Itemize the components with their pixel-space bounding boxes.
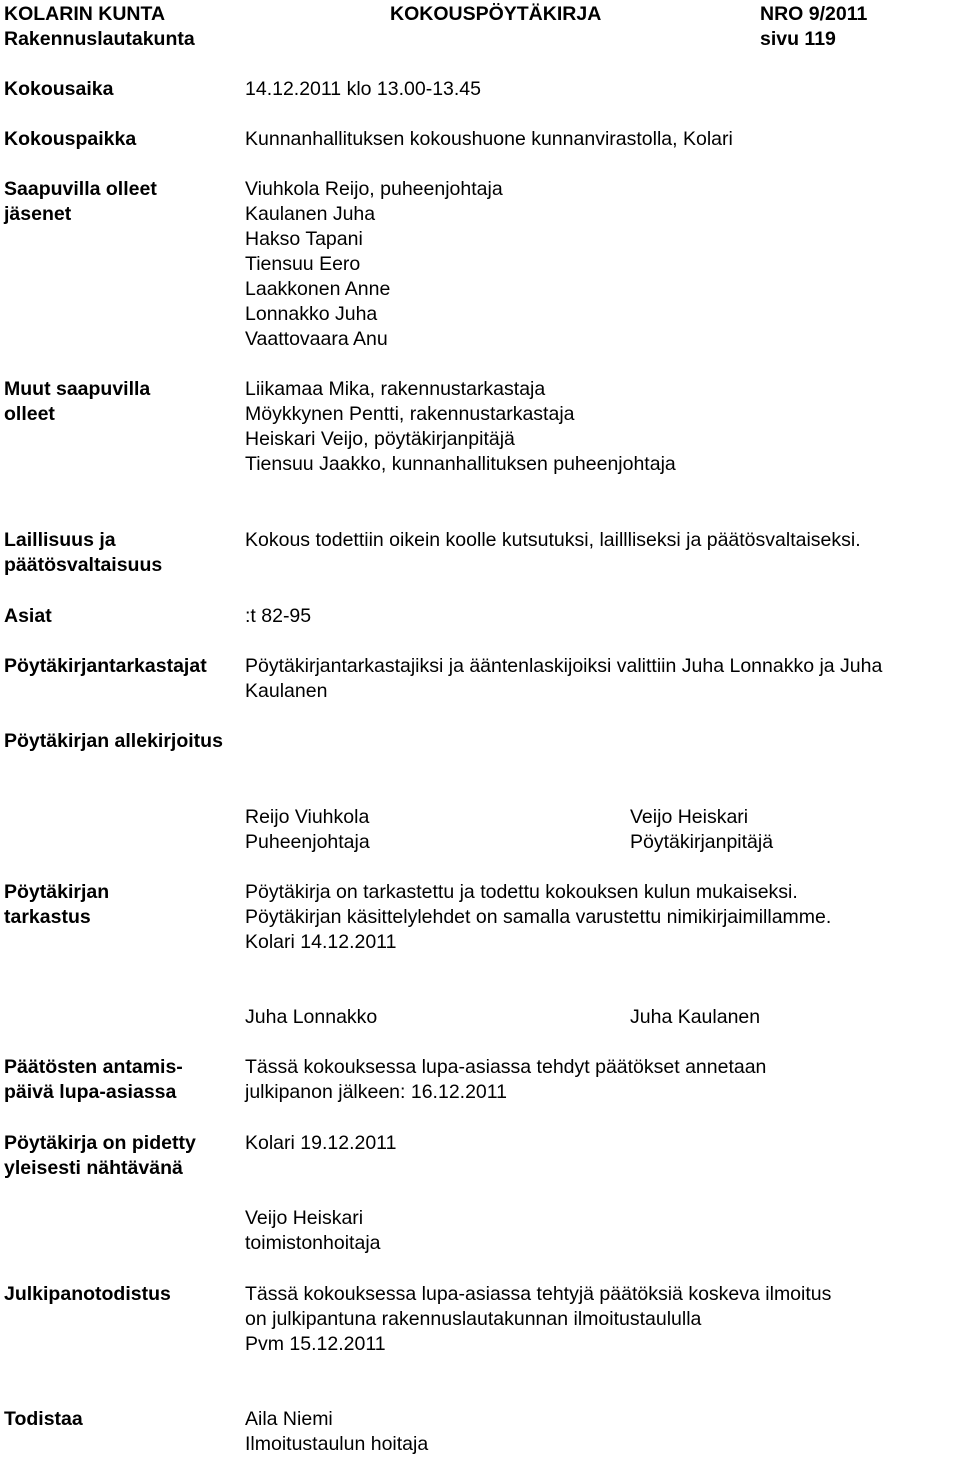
review-date: Kolari 14.12.2011 [245, 931, 397, 953]
review-label-line2: tarkastus [4, 906, 91, 928]
review-text-line2: Pöytäkirjan käsittelylehdet on samalla varustettu nimikirjaimillamme. [245, 906, 832, 928]
attendee-name: Tiensuu Jaakko, kunnanhallituksen puheenjohtaja [245, 453, 676, 475]
meeting-time-value: 14.12.2011 klo 13.00-13.45 [245, 78, 481, 100]
decision-date-text-line2: julkipanon jälkeen: 16.12.2011 [245, 1081, 508, 1103]
document-type: KOKOUSPÖYTÄKIRJA [390, 3, 602, 25]
document-number: NRO 9/2011 [760, 3, 868, 25]
secretary-title: Pöytäkirjanpitäjä [630, 831, 774, 853]
checkers-label: Pöytäkirjantarkastajat [4, 655, 207, 677]
items-label: Asiat [4, 605, 52, 627]
meeting-place-label: Kokouspaikka [4, 128, 137, 150]
items-value: :t 82-95 [245, 605, 312, 627]
checkers-text-line2: Kaulanen [245, 680, 328, 702]
chair-title: Puheenjohtaja [245, 831, 370, 853]
page-number: sivu 119 [760, 28, 836, 50]
decision-date-label-line2: päivä lupa-asiassa [4, 1081, 177, 1103]
decision-date-text-line1: Tässä kokouksessa lupa-asiassa tehdyt päätökset annetaan [245, 1056, 767, 1078]
signing-label: Pöytäkirjan allekirjoitus [4, 730, 223, 752]
others-label-line2: olleet [4, 403, 55, 425]
attendee-name: Heiskari Veijo, pöytäkirjanpitäjä [245, 428, 515, 450]
checkers-text-line1: Pöytäkirjantarkastajiksi ja ääntenlaskijoiksi valittiin Juha Lonnakko ja Juha [245, 655, 883, 677]
attendee-name: Möykkynen Pentti, rakennustarkastaja [245, 403, 575, 425]
municipality-name: KOLARIN KUNTA [4, 3, 166, 25]
member-name: Viuhkola Reijo, puheenjohtaja [245, 178, 503, 200]
member-name: Lonnakko Juha [245, 303, 378, 325]
attendee-name: Liikamaa Mika, rakennustarkastaja [245, 378, 546, 400]
member-name: Hakso Tapani [245, 228, 363, 250]
certifier-title: Ilmoitustaulun hoitaja [245, 1433, 429, 1455]
members-label-line1: Saapuvilla olleet [4, 178, 157, 200]
reviewer-right-name: Juha Kaulanen [630, 1006, 761, 1028]
reviewer-left-name: Juha Lonnakko [245, 1006, 378, 1028]
certifier-name: Aila Niemi [245, 1408, 333, 1430]
member-name: Laakkonen Anne [245, 278, 391, 300]
chair-name: Reijo Viuhkola [245, 806, 370, 828]
board-name: Rakennuslautakunta [4, 28, 195, 50]
legality-label-line1: Laillisuus ja [4, 529, 116, 551]
review-text-line1: Pöytäkirja on tarkastettu ja todettu kokouksen kulun mukaiseksi. [245, 881, 798, 903]
review-label-line1: Pöytäkirjan [4, 881, 110, 903]
public-display-signer-title: toimistonhoitaja [245, 1232, 381, 1254]
legality-label-line2: päätösvaltaisuus [4, 554, 163, 576]
member-name: Vaattovaara Anu [245, 328, 388, 350]
secretary-name: Veijo Heiskari [630, 806, 749, 828]
posting-text-line2: on julkipantuna rakennuslautakunnan ilmoitustaululla [245, 1308, 702, 1330]
posting-text-line1: Tässä kokouksessa lupa-asiassa tehtyjä päätöksiä koskeva ilmoitus [245, 1283, 832, 1305]
meeting-time-label: Kokousaika [4, 78, 114, 100]
public-display-label-line2: yleisesti nähtävänä [4, 1157, 183, 1179]
certify-label: Todistaa [4, 1408, 83, 1430]
member-name: Tiensuu Eero [245, 253, 361, 275]
posting-date: Pvm 15.12.2011 [245, 1333, 386, 1355]
meeting-place-value: Kunnanhallituksen kokoushuone kunnanvirastolla, Kolari [245, 128, 733, 150]
member-name: Kaulanen Juha [245, 203, 376, 225]
posting-label: Julkipanotodistus [4, 1283, 171, 1305]
members-label-line2: jäsenet [4, 203, 72, 225]
legality-text: Kokous todettiin oikein koolle kutsutuksi, laillliseksi ja päätösvaltaiseksi. [245, 529, 861, 551]
public-display-signer-name: Veijo Heiskari [245, 1207, 364, 1229]
decision-date-label-line1: Päätösten antamis- [4, 1056, 183, 1078]
others-label-line1: Muut saapuvilla [4, 378, 151, 400]
public-display-value: Kolari 19.12.2011 [245, 1132, 397, 1154]
public-display-label-line1: Pöytäkirja on pidetty [4, 1132, 196, 1154]
